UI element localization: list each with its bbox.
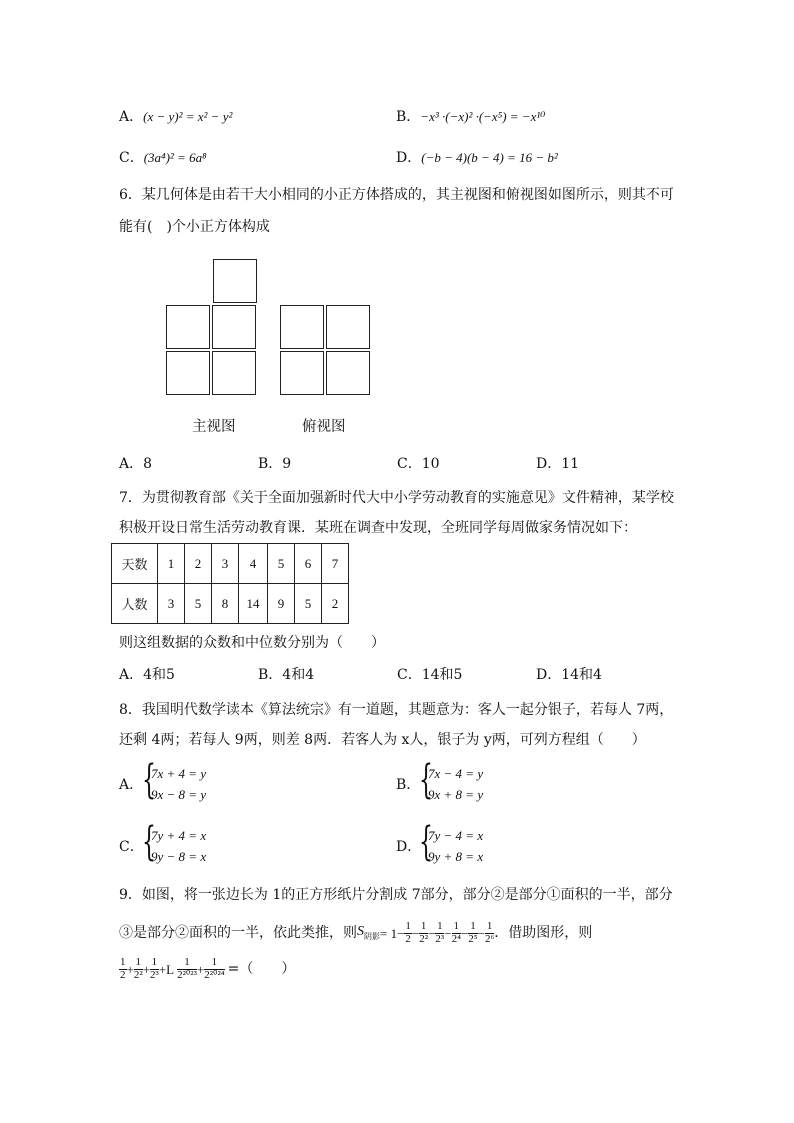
q5-option-c (119, 151, 207, 165)
option-expression: (3a⁴)² = 6a⁸ (143, 150, 207, 165)
table-cell: 5 (295, 584, 322, 624)
q9-text: ③是部分②面积的一半，依此类推，则 (119, 925, 357, 942)
option-label: D． (396, 150, 422, 166)
front-view-square (213, 259, 257, 303)
fraction (452, 921, 461, 945)
denominator: 2 (405, 932, 411, 945)
equation: 9y − 8 = x (151, 849, 207, 864)
equation: 7y − 4 = x (428, 828, 484, 843)
front-view-square (212, 351, 256, 395)
s-letter: S (357, 924, 364, 940)
q7-stem-line1: 7．为贯彻教育部《关于全面加强新时代大中小学劳动教育的实施意见》文件精神，某学校 (119, 490, 674, 506)
option-label: B． (396, 109, 421, 125)
numerator: 1 (437, 920, 443, 932)
q5-option-d (396, 151, 558, 165)
q8-option-c-label: C． (119, 839, 144, 855)
left-brace-icon: { (142, 819, 156, 865)
fraction (204, 957, 224, 981)
table-cell: 4 (239, 544, 268, 584)
housework-table (111, 543, 349, 624)
fraction (150, 957, 159, 981)
top-view-square (326, 351, 370, 395)
denominator: 2² (419, 932, 429, 945)
option-expression: (x − y)² = x² − y² (143, 109, 233, 124)
numerator: 1 (135, 956, 141, 968)
q6-stem-line2: 能有( )个小正方体构成 (119, 219, 270, 235)
numerator: 1 (470, 920, 476, 932)
q8-option-b-label: B． (396, 777, 421, 793)
front-view-square (166, 351, 210, 395)
denominator: 2⁵ (468, 932, 478, 945)
table-cell: 1 (158, 544, 185, 584)
q9-sum-expression: $\frac{1}{2}$ + $\frac{1}{\text{2²}}$ + $\frac{1}{\text{2³}}$ +L $\frac{1}{\text{2²⁰²³}}$ + $\frac{1}{\text{2²⁰²⁴}}$ =（ ） (120, 956, 296, 981)
fraction (435, 921, 444, 945)
option-expression: −x³ ·(−x)² ·(−x⁵) = −x¹⁰ (420, 109, 546, 124)
table-cell: 5 (268, 544, 295, 584)
q5-option-b (396, 110, 545, 124)
equation-start: = 1− (380, 925, 405, 941)
denominator: 2⁴ (451, 932, 461, 945)
numerator: 1 (420, 920, 427, 932)
option-expression: (−b − 4)(b − 4) = 16 − b² (421, 150, 558, 165)
front-view-caption: 主视图 (192, 419, 236, 435)
fraction (177, 957, 197, 981)
equation: 7x − 4 = y (428, 766, 484, 781)
ellipsis: +L (158, 961, 175, 977)
q7-question: 则这组数据的众数和中位数分别为（ ） (119, 635, 385, 651)
numerator: 1 (486, 920, 493, 932)
table-cell: 3 (212, 544, 239, 584)
table-header-people: 人数 (112, 584, 158, 624)
table-cell: 6 (295, 544, 322, 584)
numerator: 1 (453, 920, 459, 932)
table-row (112, 544, 349, 584)
q7-option-c: C．14和5 (397, 667, 463, 683)
table-cell: 3 (158, 584, 185, 624)
option-label: A． (119, 109, 144, 125)
equation: 7y + 4 = x (151, 828, 207, 843)
numerator: 1 (120, 956, 126, 968)
numerator: 1 (405, 920, 411, 932)
fraction (419, 921, 428, 945)
fraction (485, 921, 494, 945)
table-row (112, 584, 349, 624)
numerator: 1 (177, 957, 197, 970)
equation: 9x − 8 = y (151, 787, 207, 802)
table-cell: 7 (322, 544, 349, 584)
table-cell: 2 (185, 544, 212, 584)
q8-stem-line2: 还剩 4两；若每人 9两，则差 8两．若客人为 x人，银子为 y两，可列方程组（ ） (119, 732, 646, 748)
numerator: 1 (204, 957, 224, 970)
table-cell: 14 (239, 584, 268, 624)
q5-option-a (119, 110, 232, 124)
table-cell: 9 (268, 584, 295, 624)
s-subscript: 阴影 (364, 931, 380, 941)
left-brace-icon: { (419, 819, 433, 865)
front-view-square (166, 305, 210, 349)
fraction (134, 957, 143, 981)
q7-stem-line2: 积极开设日常生活劳动教育课．某班在调查中发现，全班同学每周做家务情况如下： (119, 520, 637, 536)
q7-option-b: B．4和4 (258, 667, 315, 683)
equation: 7x + 4 = y (151, 766, 207, 781)
top-view-square (280, 351, 324, 395)
q9-stem-line1: 9．如图，将一张边长为 1的正方形纸片分割成 7部分，部分②是部分①面积的一半，部分 (119, 887, 673, 903)
q6-option-d: D．11 (536, 456, 580, 472)
q6-option-a: A．8 (119, 456, 153, 472)
numerator: 1 (151, 956, 158, 968)
q8-option-d-label: D． (396, 839, 422, 855)
table-cell: 5 (185, 584, 212, 624)
q7-option-d: D．14和4 (536, 667, 602, 683)
q7-option-a: A．4和5 (119, 667, 175, 683)
front-view-square (212, 305, 256, 349)
denominator: 2²⁰²⁴ (204, 968, 225, 981)
fraction (404, 921, 412, 945)
q8-option-a-label: A． (119, 777, 144, 793)
fraction (468, 921, 477, 945)
left-brace-icon: { (419, 757, 433, 803)
denominator: 2³ (150, 968, 159, 981)
q9-text: ．借助图形，则 (494, 925, 593, 942)
denominator: 2² (133, 968, 143, 981)
fraction (119, 957, 127, 981)
denominator: 2²⁰²³ (177, 968, 197, 981)
top-view-caption: 俯视图 (302, 419, 346, 435)
top-view-square (280, 305, 324, 349)
table-header-days: 天数 (112, 544, 158, 584)
denominator: 2⁶ (484, 932, 495, 945)
equation: 9x + 8 = y (428, 787, 484, 802)
q6-option-b: B．9 (258, 456, 292, 472)
table-cell: 8 (212, 584, 239, 624)
denominator: 2³ (435, 932, 445, 945)
option-label: C． (119, 150, 144, 166)
q9-stem-line2: ③是部分②面积的一半，依此类推，则 $S_{阴影}$ = 1− $\frac{1}{2}$ − $\frac{1}{\text{2²}}$ − $\frac{1}{\text{2³}}$ − $\frac{1}{\text{2⁴}}$ − $\frac{1}{\text{2⁵}}$ − $\frac{1}{\text{2⁶}}$ ．借助图形，则 (119, 920, 593, 945)
table-cell: 2 (322, 584, 349, 624)
q8-stem-line1: 8．我国明代数学读本《算法统宗》有一道题，其题意为：客人一起分银子，若每人 7两， (119, 702, 674, 718)
shaded-area-symbol (357, 925, 380, 941)
equation: 9y + 8 = x (428, 849, 484, 864)
q6-stem-line1: 6．某几何体是由若干大小相同的小正方体搭成的，其主视图和俯视图如图所示，则其不可 (119, 187, 674, 203)
q6-option-c: C．10 (397, 456, 440, 472)
denominator: 2 (120, 968, 126, 981)
top-view-square (326, 305, 370, 349)
left-brace-icon: { (142, 757, 156, 803)
answer-blank: =（ ） (227, 961, 296, 978)
